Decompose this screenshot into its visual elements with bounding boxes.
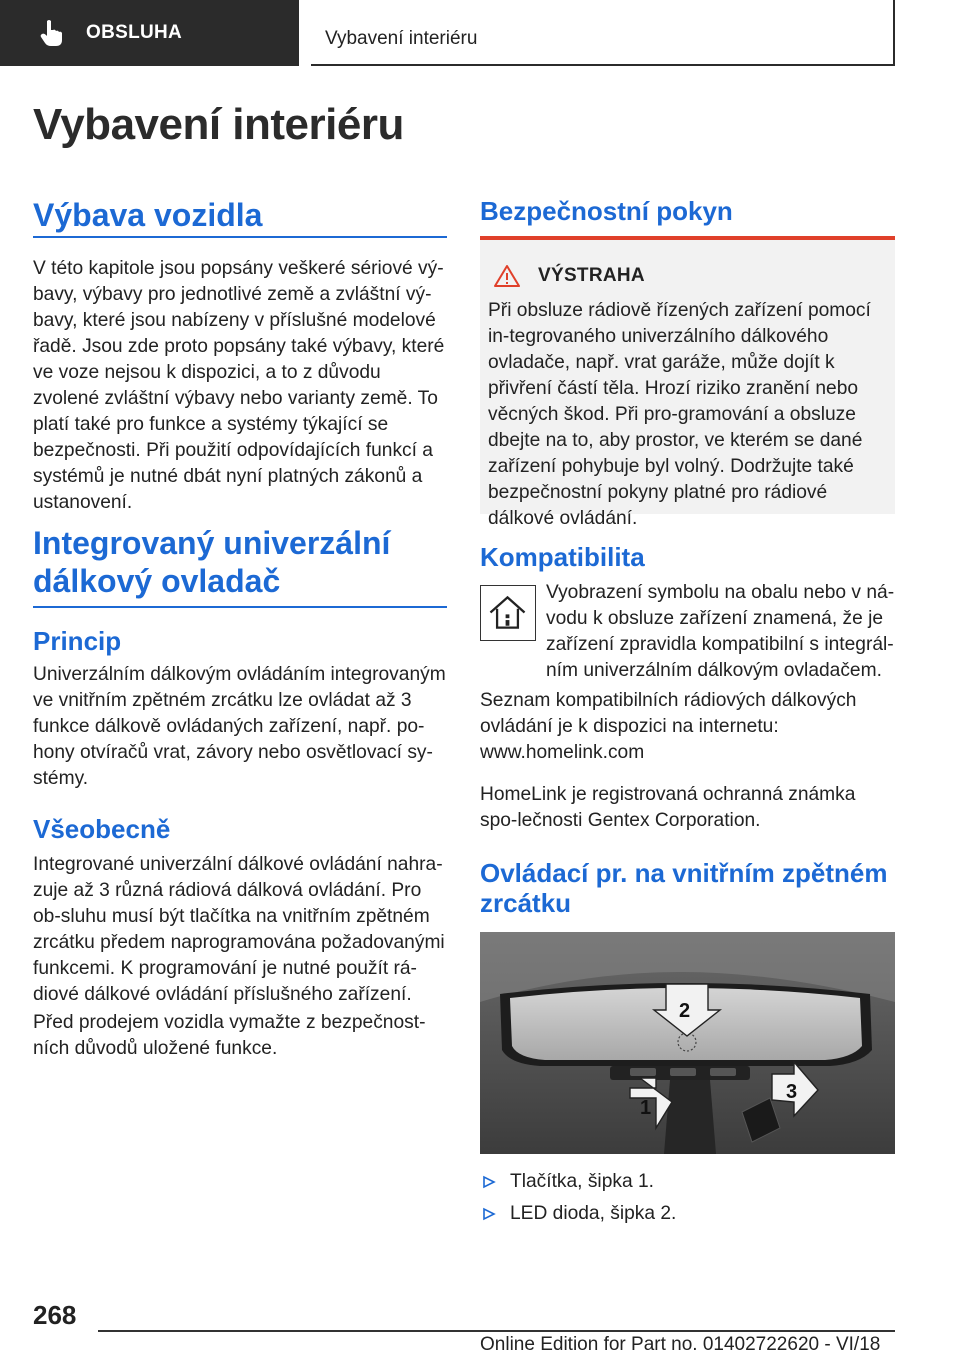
list-item-text: LED dioda, šipka 2. — [510, 1203, 677, 1224]
photo-label-2: 2 — [679, 1000, 691, 1022]
homelink-house-icon — [480, 585, 536, 641]
photo-label-1: 1 — [640, 1097, 652, 1119]
kompatibilita-text: Vyobrazení symbolu na obalu nebo v ná‐vodu k obsluze zařízení znamená, že je zařízení zpravidla kompatibilní s integrál‐ním univerzálním dálkovým ovladačem. — [546, 582, 895, 681]
footer-divider — [98, 1330, 895, 1332]
princip-paragraph: Univerzálním dálkovým ovládáním integrovaným ve vnitřním zpětném zrcátku lze ovládat až 3 funkce dálkově ovládaných zařízení, např. po‐hony otvíračů vrat, závory nebo osvětlovací sy‐stémy. — [33, 664, 446, 789]
photo-label-3: 3 — [786, 1081, 798, 1103]
page-header — [0, 0, 960, 66]
section-title-kompatibilita: Kompatibilita — [480, 542, 645, 572]
list-item — [480, 1198, 895, 1230]
subsection-title-princip: Princip — [33, 626, 122, 656]
warning-title: VÝSTRAHA — [538, 265, 645, 286]
warning-box — [480, 236, 895, 529]
section-title-vybava: Výbava vozidla — [33, 196, 447, 238]
vseobecne-paragraph-2: Před prodejem vozidla vymažte z bezpečnost‐ních důvodů uložené funkce. — [33, 1012, 426, 1059]
page-title: Vybavení interiéru — [33, 100, 404, 149]
warning-text: Při obsluze rádiově řízených zařízení pomocí in‐tegrovaného univerzálního dálkového ovladače, např. vrat garáže, může dojít k přivření částí těla. Hrozí riziko zranění nebo věcných škod. Při pro‐gramování a obsluze dbejte na to, aby prostor, ve kterém se dané zařízení pohybuje byl volný. Dodržujte také bezpečnostní pokyny platné pro rádiové dálkové ovládání. — [488, 300, 871, 529]
list-item-text: Tlačítka, šipka 1. — [510, 1171, 654, 1192]
kompatibilita-paragraph-1a — [480, 580, 895, 684]
warning-triangle-icon — [494, 264, 520, 288]
breadcrumb — [311, 0, 895, 66]
breadcrumb-text: Vybavení interiéru — [325, 28, 478, 49]
kompatibilita-paragraph-2: Seznam kompatibilních rádiových dálkových ovládání je k dispozici na internetu: — [480, 690, 857, 737]
triangle-bullet-icon — [482, 1175, 496, 1189]
section-title-ovladaci: Ovládací pr. na vnitřním zpětném zrcátku — [480, 858, 888, 918]
warning-header — [494, 264, 645, 288]
subsection-title-vseobecne: Všeobecně — [33, 814, 171, 844]
section-tab[interactable] — [0, 0, 299, 66]
vybava-paragraph: V této kapitole jsou popsány veškeré sériové vý‐bavy, výbavy pro jednotlivé země a zvláštní vý‐bavy, které jsou nabízeny v příslušné modelové řadě. Jsou zde proto popsány také výbavy, které ve voze nejsou k dispozici, a to z důvodu zvolené zvláštní výbavy nebo varianty země. To platí také pro funkce a systémy týkající se bezpečnosti. Při použití odpovídajících funkcí a systémů je nutné dbát nyní platných zákonů a ustanovení. — [33, 258, 445, 513]
page-number: 268 — [33, 1300, 77, 1330]
homelink-link[interactable]: www.homelink.com — [480, 742, 645, 763]
list-item — [480, 1166, 895, 1198]
kompatibilita-paragraph-3: HomeLink je registrovaná ochranná známka spo‐lečnosti Gentex Corporation. — [480, 784, 856, 831]
footer-edition: Online Edition for Part no. 01402722620 - VI/18 — [480, 1334, 881, 1355]
legend-list — [480, 1166, 895, 1230]
section-title-remote: Integrovaný univerzální dálkový ovladač — [33, 524, 447, 608]
section-label: OBSLUHA — [86, 22, 183, 43]
vseobecne-paragraph: Integrované univerzální dálkové ovládání nahra‐zuje až 3 různá rádiová dálková ovládání. Pro ob‐sluhu musí být tlačítka na vnitřním zpětném zrcátku předem naprogramována požadovanými funkcemi. K programování je nutné použít rá‐diové dálkové ovládání příslušného zařízení. — [33, 854, 445, 1005]
triangle-bullet-icon — [482, 1207, 496, 1221]
mirror-photo — [480, 932, 895, 1154]
hand-pointer-icon — [36, 18, 66, 48]
section-title-bezpecnost: Bezpečnostní pokyn — [480, 196, 733, 226]
